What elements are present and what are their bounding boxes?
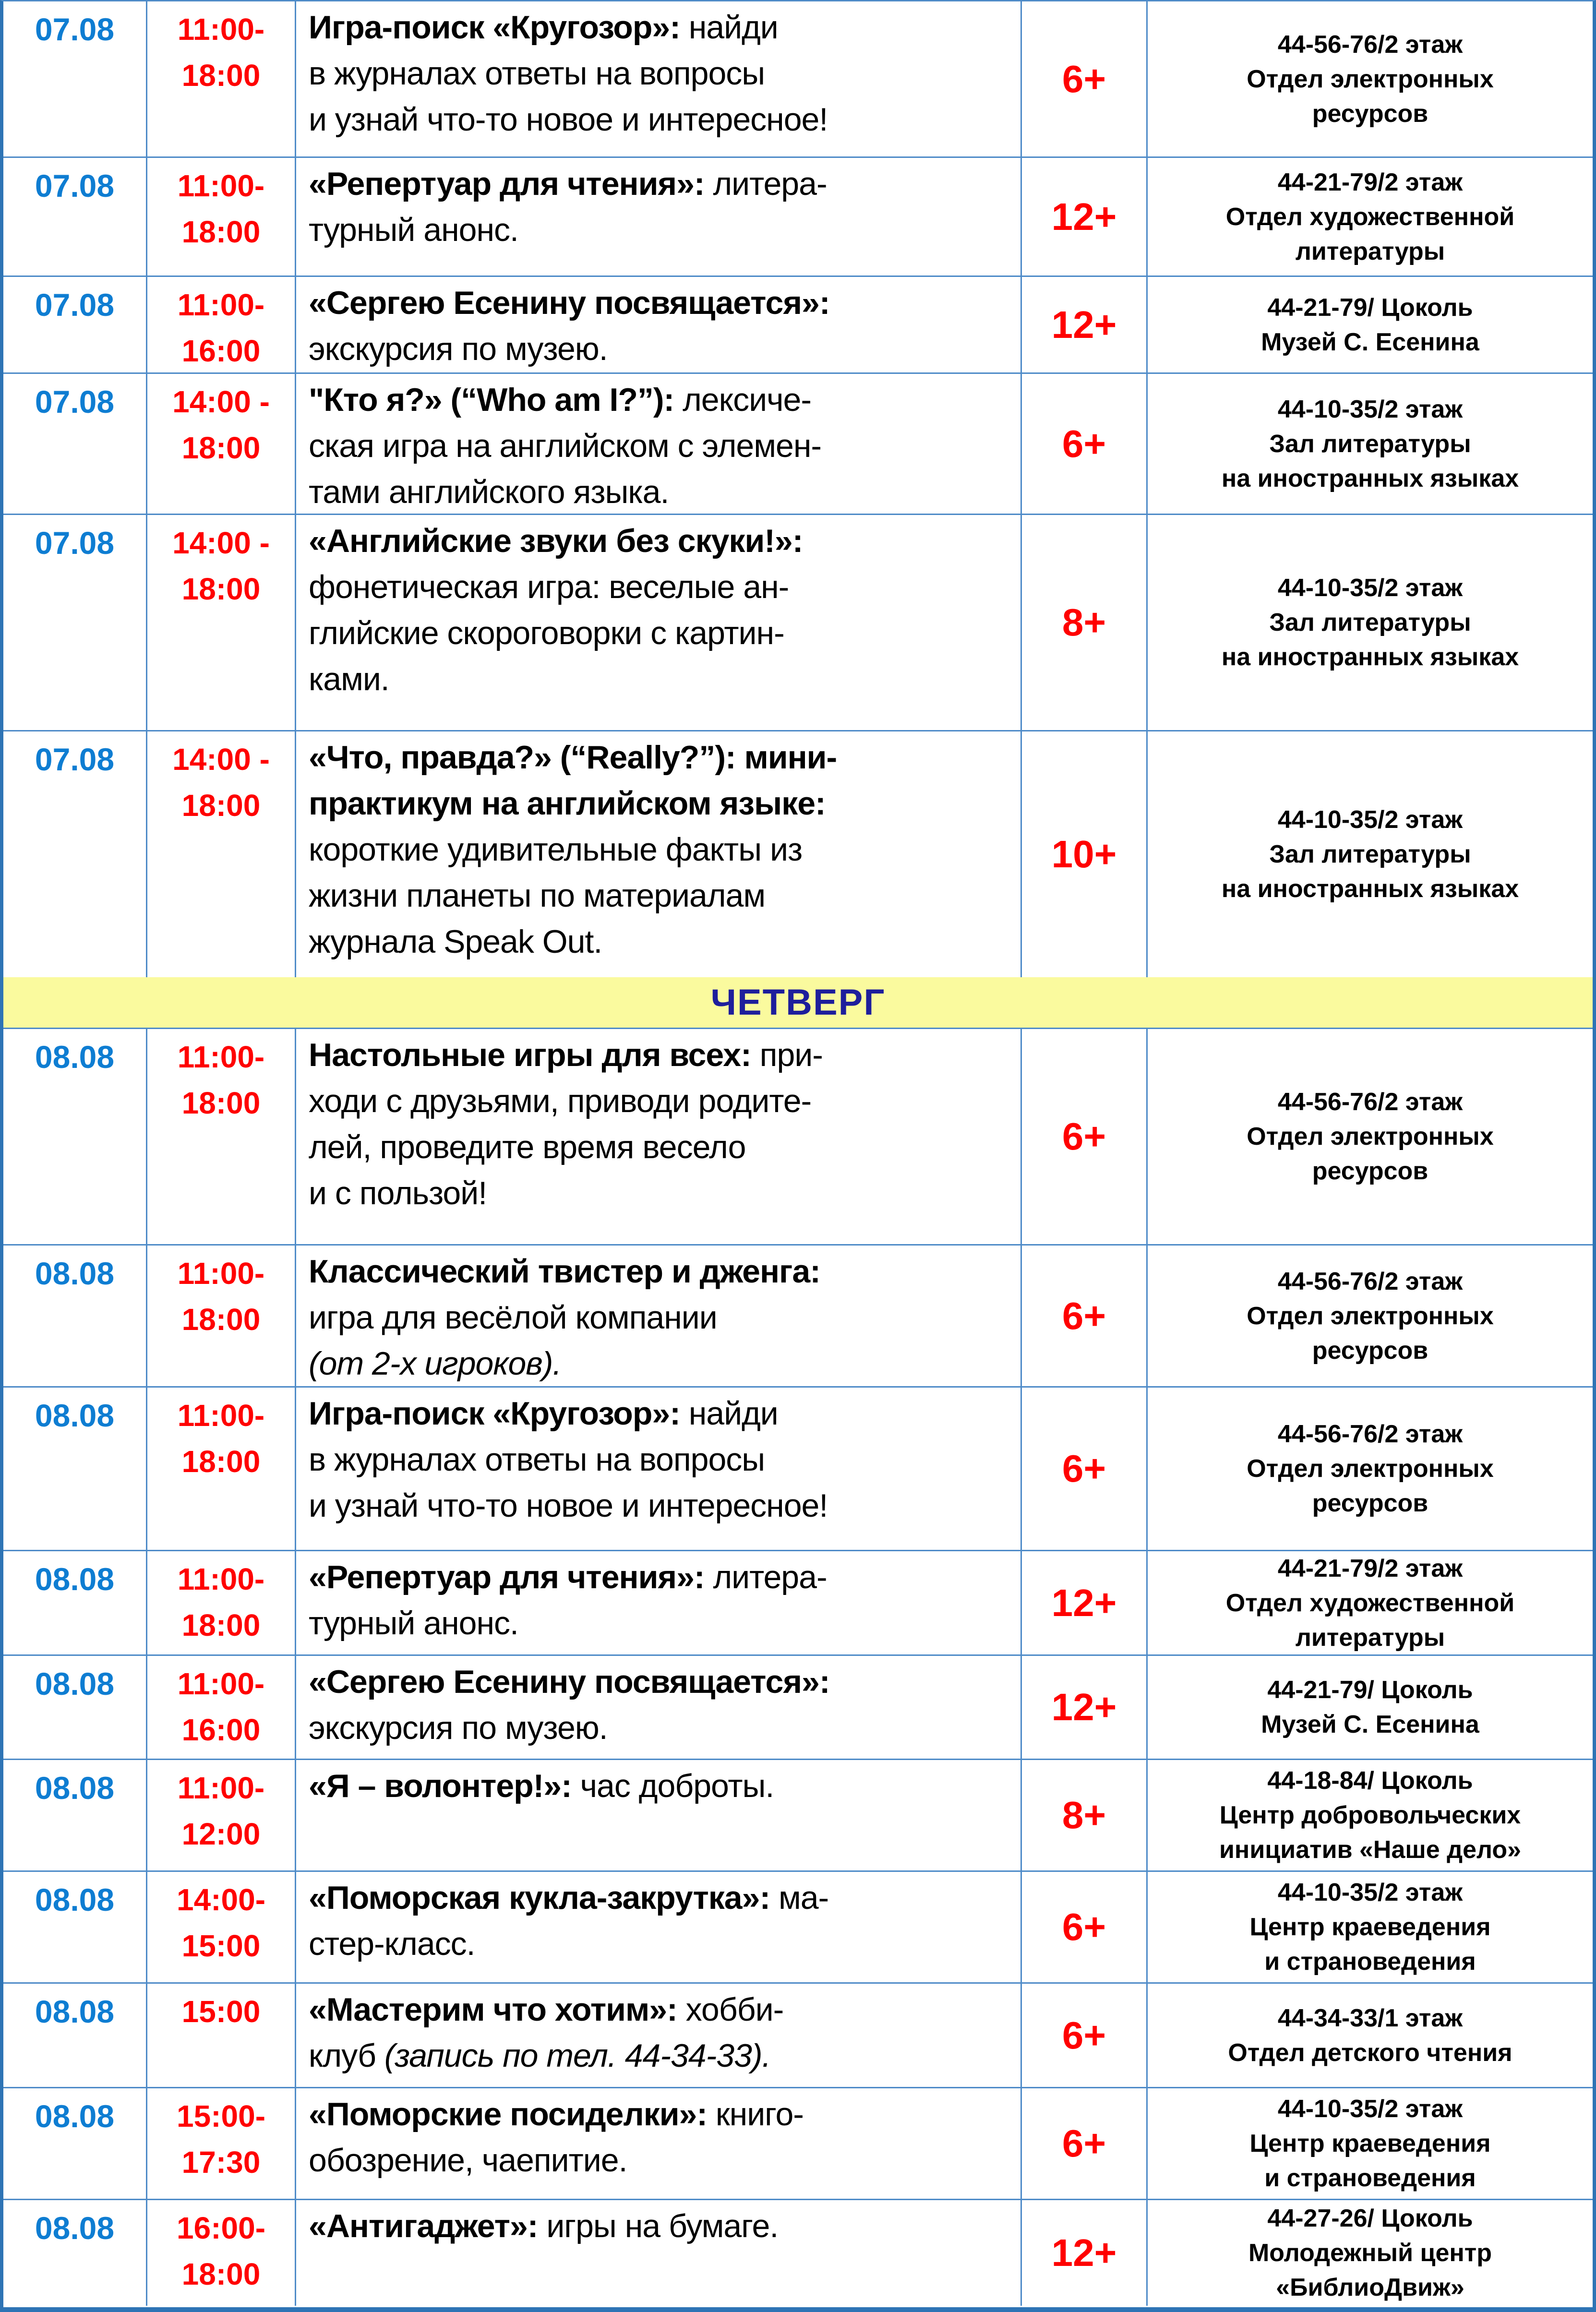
location-line: на иностранных языках — [1221, 464, 1519, 492]
event-description-segment: тами английского языка. — [309, 474, 669, 510]
event-description-segment: ками. — [309, 661, 389, 697]
event-description-cell — [296, 1656, 1022, 1759]
event-description-line — [309, 1659, 1013, 1705]
event-description-segment: и узнай что-то новое и интересное! — [309, 1487, 828, 1524]
age-rating-badge: 6+ — [1022, 1388, 1148, 1550]
location-line: Центр краеведения — [1249, 2130, 1491, 2157]
time-text: 11:00- — [177, 1256, 265, 1291]
date-cell: 08.08 — [3, 1551, 147, 1654]
date-cell: 08.08 — [3, 1029, 147, 1244]
time-text: 11:00- — [177, 1398, 265, 1433]
event-description-line — [309, 2033, 1013, 2079]
time-cell — [147, 1388, 296, 1550]
age-rating-badge: 6+ — [1022, 2088, 1148, 2199]
time-text: 11:00- — [177, 1040, 265, 1074]
event-description-cell — [296, 1388, 1022, 1550]
location-line: 44-10-35/2 этаж — [1277, 806, 1463, 834]
table-row — [3, 1760, 1593, 1872]
time-text: 18:00 — [181, 1608, 261, 1642]
time-cell — [147, 2200, 296, 2306]
thursday-rows-group — [3, 1029, 1593, 2306]
age-rating-badge: 10+ — [1022, 731, 1148, 977]
date-cell: 08.08 — [3, 1984, 147, 2087]
day-banner-label: ЧЕТВЕРГ — [710, 982, 886, 1023]
location-cell — [1148, 374, 1593, 514]
event-description-segment: лексиче- — [674, 382, 811, 418]
time-text: 18:00 — [181, 572, 261, 606]
location-line: Отдел художественной — [1225, 203, 1515, 231]
event-description-segment: глийские скороговорки с картин- — [309, 615, 784, 651]
date-cell: 07.08 — [3, 515, 147, 730]
location-line: 44-10-35/2 этаж — [1277, 1879, 1463, 1906]
time-cell — [147, 1760, 296, 1870]
event-description-line — [309, 1705, 1013, 1751]
time-text: 15:00- — [177, 2099, 265, 2133]
table-row — [3, 374, 1593, 515]
time-text: 18:00 — [181, 2257, 261, 2291]
event-description-segment: «Мастерим что хотим»: — [309, 1991, 677, 2028]
table-row — [3, 1656, 1593, 1760]
time-cell — [147, 2088, 296, 2199]
event-description-line — [309, 1294, 1013, 1341]
age-rating-badge: 6+ — [1022, 374, 1148, 514]
location-cell — [1148, 515, 1593, 730]
event-description-segment: экскурсия по музею. — [309, 331, 608, 367]
event-description-line — [309, 1600, 1013, 1646]
event-description-line — [309, 1390, 1013, 1437]
event-description-segment: игра для весёлой компании — [309, 1299, 717, 1336]
location-line: Молодежный центр — [1248, 2239, 1492, 2267]
event-description-line — [309, 1437, 1013, 1483]
event-description-segment: в журналах ответы на вопросы — [309, 55, 765, 92]
age-rating-badge: 6+ — [1022, 1029, 1148, 1244]
event-description-segment: Классический твистер и дженга: — [309, 1253, 820, 1290]
event-description-segment: при- — [751, 1037, 823, 1073]
location-line: Музей С. Есенина — [1261, 1711, 1479, 1738]
event-description-segment: обозрение, чаепитие. — [309, 2142, 627, 2179]
location-cell — [1148, 1246, 1593, 1386]
event-description-cell — [296, 1029, 1022, 1244]
event-description-cell — [296, 158, 1022, 276]
event-description-segment: «Что, правда?» (“Really?”): мини- — [309, 739, 837, 776]
date-cell: 07.08 — [3, 277, 147, 372]
time-text: 14:00 - — [172, 742, 270, 777]
location-cell — [1148, 1984, 1593, 2087]
time-cell — [147, 158, 296, 276]
event-description-segment: Настольные игры для всех: — [309, 1037, 751, 1073]
event-description-line — [309, 423, 1013, 469]
event-description-line — [309, 326, 1013, 372]
date-cell: 08.08 — [3, 2200, 147, 2306]
location-line: 44-56-76/2 этаж — [1277, 1420, 1463, 1448]
event-description-line — [309, 280, 1013, 326]
event-description-segment: литера- — [704, 166, 827, 202]
time-text: 16:00 — [181, 1713, 261, 1747]
event-description-line — [309, 1483, 1013, 1529]
event-description-segment: журнала Speak Out. — [309, 923, 602, 960]
age-rating-badge: 12+ — [1022, 2200, 1148, 2306]
time-text: 16:00 — [181, 334, 261, 368]
event-description-segment: игры на бумаге. — [538, 2208, 779, 2244]
event-description-line — [309, 827, 1013, 873]
event-description-segment: (запись по тел. 44-34-33). — [384, 2037, 771, 2074]
event-description-line — [309, 469, 1013, 514]
time-cell — [147, 374, 296, 514]
location-line: ресурсов — [1312, 1489, 1428, 1517]
time-text: 18:00 — [181, 1086, 261, 1120]
event-description-segment: Игра-поиск «Кругозор»: — [309, 9, 680, 46]
event-description-line — [309, 780, 1013, 827]
event-description-segment: ма- — [770, 1880, 829, 1916]
event-description-line — [309, 377, 1013, 423]
age-rating-badge: 12+ — [1022, 1656, 1148, 1759]
event-description-line — [309, 1124, 1013, 1170]
event-description-line — [309, 1078, 1013, 1124]
age-rating-badge: 6+ — [1022, 1872, 1148, 1982]
time-cell — [147, 1984, 296, 2087]
event-description-segment: ская игра на английском с элемен- — [309, 428, 822, 464]
time-cell — [147, 277, 296, 372]
event-description-segment: в журналах ответы на вопросы — [309, 1441, 765, 1478]
event-description-line — [309, 1032, 1013, 1078]
date-cell: 07.08 — [3, 1, 147, 156]
event-description-segment: «Репертуар для чтения»: — [309, 1559, 705, 1595]
event-description-segment: «Сергею Есенину посвящается»: — [309, 285, 830, 321]
event-description-cell — [296, 2088, 1022, 2199]
date-cell: 08.08 — [3, 1656, 147, 1759]
location-line: на иностранных языках — [1221, 875, 1519, 903]
event-description-segment: турный анонс. — [309, 212, 518, 248]
location-line: Центр добровольческих — [1219, 1801, 1521, 1829]
location-line: 44-18-84/ Цоколь — [1267, 1767, 1473, 1795]
time-text: 14:00- — [177, 1882, 265, 1917]
event-description-line — [309, 50, 1013, 96]
date-cell: 08.08 — [3, 1760, 147, 1870]
event-description-segment: литера- — [704, 1559, 827, 1595]
location-line: Музей С. Есенина — [1261, 328, 1479, 356]
event-description-segment: «Я – волонтер!»: — [309, 1768, 572, 1804]
event-description-segment: найди — [680, 9, 778, 46]
event-description-segment: жизни планеты по материалам — [309, 877, 766, 914]
location-cell — [1148, 1551, 1593, 1654]
time-text: 17:30 — [181, 2145, 261, 2180]
event-description-segment: найди — [680, 1395, 778, 1432]
location-line: 44-56-76/2 этаж — [1277, 1088, 1463, 1116]
event-description-cell — [296, 1246, 1022, 1386]
event-description-line — [309, 1763, 1013, 1809]
event-description-segment: практикум на английском языке: — [309, 785, 826, 822]
event-description-line — [309, 919, 1013, 965]
time-cell — [147, 731, 296, 977]
location-cell — [1148, 1760, 1593, 1870]
age-rating-badge: 8+ — [1022, 1760, 1148, 1870]
location-line: 44-21-79/ Цоколь — [1267, 293, 1473, 322]
event-description-line — [309, 656, 1013, 702]
event-description-segment: Игра-поиск «Кругозор»: — [309, 1395, 680, 1432]
event-description-line — [309, 734, 1013, 780]
event-description-cell — [296, 1984, 1022, 2087]
time-text: 16:00- — [177, 2211, 265, 2245]
time-text: 18:00 — [181, 788, 261, 823]
time-text: 14:00 - — [172, 526, 270, 560]
time-text: 11:00- — [177, 1771, 265, 1805]
date-cell: 08.08 — [3, 1388, 147, 1550]
event-description-cell — [296, 2200, 1022, 2306]
event-description-line — [309, 96, 1013, 143]
time-text: 12:00 — [181, 1817, 261, 1851]
event-description-segment: «Английские звуки без скуки!»: — [309, 523, 803, 559]
location-line: 44-56-76/2 этаж — [1277, 1267, 1463, 1295]
time-cell — [147, 1029, 296, 1244]
table-row — [3, 1551, 1593, 1656]
location-line: 44-10-35/2 этаж — [1277, 395, 1463, 423]
event-description-segment: ходи с друзьями, приводи родите- — [309, 1083, 812, 1119]
table-row — [3, 277, 1593, 374]
event-description-line — [309, 1987, 1013, 2033]
location-line: 44-10-35/2 этаж — [1277, 574, 1463, 602]
location-line: 44-56-76/2 этаж — [1277, 30, 1463, 59]
location-line: ресурсов — [1312, 1157, 1428, 1185]
event-description-cell — [296, 374, 1022, 514]
table-row — [3, 158, 1593, 277]
location-line: ресурсов — [1312, 99, 1428, 128]
location-line: Отдел электронных — [1247, 65, 1494, 93]
location-cell — [1148, 2088, 1593, 2199]
location-line: Отдел электронных — [1247, 1123, 1494, 1150]
date-cell: 07.08 — [3, 158, 147, 276]
age-rating-badge: 8+ — [1022, 515, 1148, 730]
table-row — [3, 1, 1593, 158]
location-line: на иностранных языках — [1221, 643, 1519, 671]
event-description-cell — [296, 1, 1022, 156]
time-text: 18:00 — [181, 1302, 261, 1337]
location-line: Отдел детского чтения — [1228, 2038, 1512, 2067]
time-cell — [147, 1, 296, 156]
location-line: литературы — [1295, 1623, 1445, 1652]
location-line: 44-27-26/ Цоколь — [1267, 2204, 1473, 2232]
day-banner — [3, 977, 1593, 1029]
event-description-line — [309, 610, 1013, 656]
event-description-cell — [296, 1551, 1022, 1654]
event-description-segment: «Сергею Есенину посвящается»: — [309, 1664, 830, 1700]
event-description-segment: турный анонс. — [309, 1605, 518, 1641]
time-cell — [147, 1872, 296, 1982]
location-line: Зал литературы — [1269, 430, 1471, 458]
date-cell: 08.08 — [3, 1246, 147, 1386]
event-description-line — [309, 161, 1013, 207]
age-rating-badge: 12+ — [1022, 277, 1148, 372]
time-cell — [147, 1246, 296, 1386]
table-row — [3, 515, 1593, 731]
event-description-segment: и с пользой! — [309, 1175, 487, 1211]
event-description-segment: книго- — [707, 2096, 804, 2132]
location-line: и страноведения — [1264, 2164, 1476, 2192]
event-description-segment: «Антигаджет»: — [309, 2208, 538, 2244]
location-line: инициатив «Наше дело» — [1219, 1836, 1522, 1864]
location-line: Отдел электронных — [1247, 1302, 1494, 1330]
location-line: 44-10-35/2 этаж — [1277, 2095, 1463, 2123]
time-text: 11:00- — [177, 288, 265, 322]
event-description-cell — [296, 1760, 1022, 1870]
age-rating-badge: 6+ — [1022, 1, 1148, 156]
date-cell: 08.08 — [3, 1872, 147, 1982]
table-row — [3, 1872, 1593, 1984]
location-line: ресурсов — [1312, 1336, 1428, 1365]
table-row — [3, 2200, 1593, 2306]
location-cell — [1148, 158, 1593, 276]
event-description-line — [309, 2091, 1013, 2137]
age-rating-badge: 6+ — [1022, 1246, 1148, 1386]
time-cell — [147, 515, 296, 730]
location-line: Отдел электронных — [1247, 1455, 1494, 1483]
event-description-cell — [296, 1872, 1022, 1982]
location-line: Центр краеведения — [1249, 1913, 1491, 1941]
event-description-segment: лей, проведите время весело — [309, 1129, 746, 1165]
time-text: 18:00 — [181, 215, 261, 249]
event-description-cell — [296, 731, 1022, 977]
event-description-line — [309, 2137, 1013, 2183]
event-description-segment: и узнай что-то новое и интересное! — [309, 101, 828, 138]
event-description-segment: клуб — [309, 2037, 384, 2074]
time-text: 18:00 — [181, 58, 261, 93]
time-cell — [147, 1656, 296, 1759]
event-description-line — [309, 207, 1013, 253]
location-line: 44-21-79/2 этаж — [1277, 1554, 1463, 1582]
time-text: 18:00 — [181, 431, 261, 465]
event-description-line — [309, 873, 1013, 919]
event-description-line — [309, 2203, 1013, 2249]
time-text: 15:00 — [181, 1994, 261, 2029]
table-row — [3, 1984, 1593, 2088]
event-description-cell — [296, 277, 1022, 372]
table-row — [3, 1246, 1593, 1388]
event-description-line — [309, 4, 1013, 50]
date-cell: 08.08 — [3, 2088, 147, 2199]
time-text: 11:00- — [177, 1666, 265, 1701]
event-description-line — [309, 518, 1013, 564]
location-cell — [1148, 1872, 1593, 1982]
age-rating-badge: 6+ — [1022, 1984, 1148, 2087]
location-line: 44-21-79/ Цоколь — [1267, 1676, 1473, 1704]
location-line: «БиблиоДвиж» — [1276, 2274, 1464, 2301]
event-description-line — [309, 1170, 1013, 1216]
event-description-segment: стер-класс. — [309, 1926, 475, 1962]
date-cell: 07.08 — [3, 731, 147, 977]
event-description-segment: (от 2-х игроков). — [309, 1345, 562, 1382]
time-cell — [147, 1551, 296, 1654]
event-description-segment: хобби- — [677, 1991, 784, 2028]
time-text: 15:00 — [181, 1929, 261, 1963]
event-description-line — [309, 1248, 1013, 1294]
event-description-line — [309, 1341, 1013, 1386]
time-text: 11:00- — [177, 1562, 265, 1596]
date-cell: 07.08 — [3, 374, 147, 514]
location-cell — [1148, 1029, 1593, 1244]
event-description-segment: фонетическая игра: веселые ан- — [309, 569, 789, 605]
location-line: Зал литературы — [1269, 609, 1471, 636]
time-text: 11:00- — [177, 168, 265, 203]
table-row — [3, 1388, 1593, 1551]
location-cell — [1148, 1, 1593, 156]
event-description-cell — [296, 515, 1022, 730]
event-description-segment: экскурсия по музею. — [309, 1710, 608, 1746]
location-line: 44-34-33/1 этаж — [1277, 2004, 1463, 2032]
event-description-segment: "Кто я?» (“Who am I?”): — [309, 382, 674, 418]
event-description-segment: «Репертуар для чтения»: — [309, 166, 705, 202]
location-line: Отдел художественной — [1225, 1589, 1515, 1617]
time-text: 11:00- — [177, 12, 265, 47]
table-row — [3, 2088, 1593, 2200]
time-text: 14:00 - — [172, 384, 270, 419]
table-row — [3, 731, 1593, 977]
event-description-segment: «Поморские посиделки»: — [309, 2096, 707, 2132]
location-cell — [1148, 1388, 1593, 1550]
time-text: 18:00 — [181, 1444, 261, 1479]
location-line: Зал литературы — [1269, 840, 1471, 868]
location-line: 44-21-79/2 этаж — [1277, 168, 1463, 196]
age-rating-badge: 12+ — [1022, 158, 1148, 276]
event-description-line — [309, 1921, 1013, 1967]
wednesday-rows-group — [3, 1, 1593, 977]
event-description-segment: «Поморская кукла-закрутка»: — [309, 1880, 770, 1916]
event-description-line — [309, 1554, 1013, 1600]
location-cell — [1148, 2200, 1593, 2306]
location-cell — [1148, 1656, 1593, 1759]
location-cell — [1148, 731, 1593, 977]
location-line: и страноведения — [1264, 1948, 1476, 1976]
event-description-line — [309, 564, 1013, 610]
event-description-line — [309, 1875, 1013, 1921]
table-row — [3, 1029, 1593, 1246]
age-rating-badge: 12+ — [1022, 1551, 1148, 1654]
location-cell — [1148, 277, 1593, 372]
event-description-segment: короткие удивительные факты из — [309, 831, 803, 868]
location-line: литературы — [1295, 237, 1445, 265]
event-description-segment: час доброты. — [571, 1768, 774, 1804]
